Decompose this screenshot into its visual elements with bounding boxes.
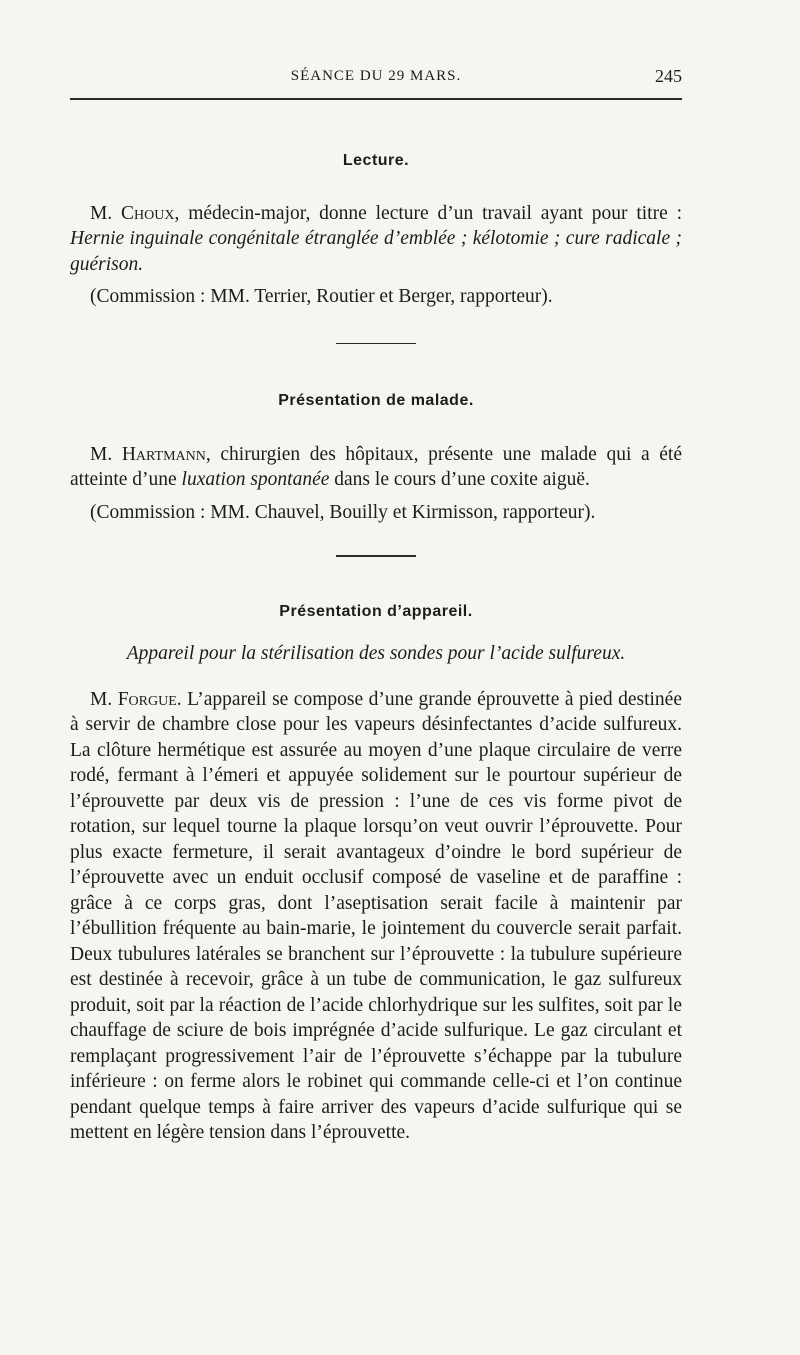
page-header <box>70 64 682 90</box>
lecture-paragraph <box>70 201 682 278</box>
commission-note: (Commission : MM. Chauvel, Bouilly et Kirmisson, rapporteur). <box>90 501 596 523</box>
appareil-paragraph <box>70 687 682 1146</box>
section-heading-lecture: Lecture. <box>342 152 410 169</box>
speaker-name: M. Choux <box>90 202 175 224</box>
paragraph-text: , médecin-major, donne lecture d’un travail ayant pour titre : <box>174 202 682 224</box>
header-rule <box>70 98 682 100</box>
section-subtitle: Appareil pour la stérilisation des sondes pour l’acide sulfureux. <box>126 643 626 664</box>
running-head: SÉANCE DU 29 MARS. <box>290 68 462 84</box>
speaker-name: M. Hartmann <box>90 443 206 465</box>
malade-paragraph <box>70 442 682 493</box>
section-heading-appareil: Présentation d’appareil. <box>279 602 473 620</box>
section-heading-malade: Présentation de malade. <box>278 392 474 409</box>
work-title: Hernie inguinale congénitale étranglée d’emblée ; kélotomie ; cure radicale ; guérison. <box>70 228 682 275</box>
page-number: 245 <box>655 66 682 86</box>
paragraph-text: , chirurgien des hôpitaux, présente une malade qui a été atteinte d’une <box>70 443 682 490</box>
document-body <box>70 148 682 1146</box>
emphasis-text: luxation spontanée <box>181 469 330 490</box>
speaker-name: M. Forgue <box>90 688 177 710</box>
commission-note: (Commission : MM. Terrier, Routier et Berger, rapporteur). <box>90 286 553 307</box>
paragraph-text: . L’appareil se compose d’une grande éprouvette à pied destinée à servir de chambre close pour les vapeurs désinfectantes d’acide sulfureux. La clôture hermétique est assurée au moyen d’une plaque circulaire de verre rodé, fermant à l’émeri et appuyée solidement sur le pourtour supérieur de l’éprouvette par deux vis de pression : l’une de ces vis forme pivot de rotation, sur lequel tourne la plaque lorsqu’on veut ouvrir l’éprouvette. Pour plus exacte fermeture, il serait avantageux d’oindre le bord supérieur de l’éprouvette avec un enduit occlusif composé de vaseline et de paraffine : grâce à ce corps gras, dont l’aseptisation serait facile à maintenir par l’ébullition fréquente au bain-marie, le jointement du couvercle serait parfait. Deux tubulures latérales se branchent sur l’éprouvette : la tubulure supérieure est destinée à recevoir, grâce à un tube de communication, le gaz sulfureux produit, soit par la réaction de l’acide chlorhydrique sur les sulfites, soit par le chauffage de sciure de bois imprégnée d’acide sulfurique. Le gaz circulant et remplaçant progressivement l’air de l’éprouvette s’échappe par la tubulure inférieure : on ferme alors le robinet qui commande celle-ci et l’on continue pendant quelque temps à faire arriver des vapeurs d’acide sulfurique qui se mettent en légère tension dans l’éprouvette. <box>70 688 682 1143</box>
paragraph-text: dans le cours d’une coxite aiguë. <box>329 469 590 490</box>
